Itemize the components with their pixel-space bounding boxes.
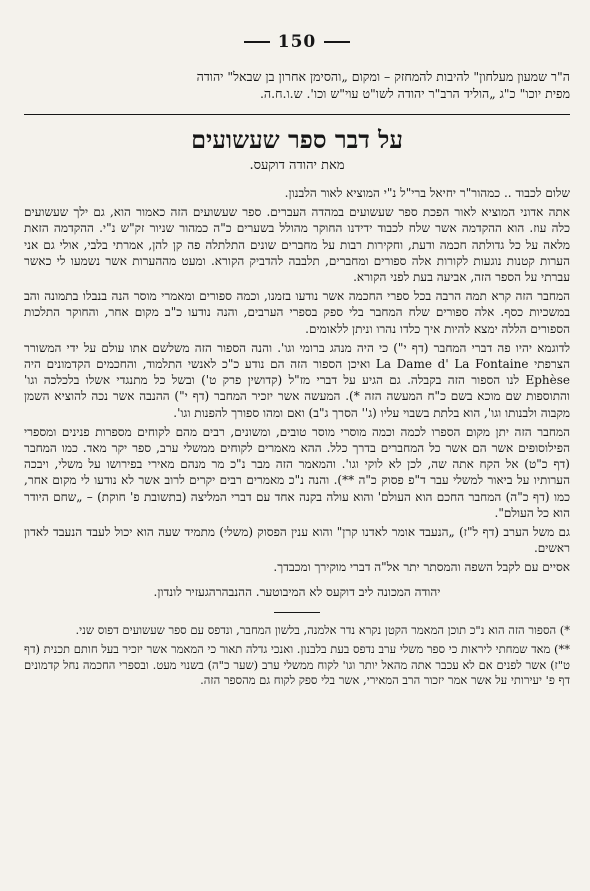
previous-article-line: מפית יוכו" כ"ג „הוליד הרב"ר יהודה לשו"ט עוי"ש וכו'. ש.ו.ח.ה. xyxy=(259,86,570,101)
page-header xyxy=(24,30,570,54)
article-title: על דבר ספר שעשועים xyxy=(191,125,403,154)
closing-paragraph: אסיים עם לקבל השפה והמסתר יתר אל"ה דברי מוקירך ומכבדך. xyxy=(273,560,570,575)
body-paragraph: אתה אדוני המוציא לאור הפכת ספר שעשועים במהדה העברים. ספר שעשועים הזה כאמור הוא, גם ילך שעשועים כלה עוז. הוא ההקדמה אשר שלח לכבוד ידידנו החוקר מהולל בשערים כ"ה כמהור שניור זק"ש נ"י. ההקדמה הזאת מלאה על כל גדולתה חכמה ודעת, וחקירות רבות על מחברים שונים התלתלה פה קן להן, אמרתי בלבי, אולי גם אני הערות קטנות נוגעות לקורות אלה ספורים ומחברים, תלבבה להדביק הקורא. ומעט מההערות אשר נשמעו לי כאשר עברתי על הספר הזה, אביעה בעת לפני הקורא. xyxy=(24,205,571,285)
footnotes xyxy=(24,623,570,689)
body-paragraph: המחבר הזה יתן מקום הספרו לכמה וכמה מוסרי מוסר טובים, ומשונים, רבים מהם לקוחים מספרות פנינים ומספרי הפילוסופים אשר הם אשר כל המחברים בדרך כלל. ההא מאמרים לקוחים ממשלי ערב, ספר יקר מאד. כמו המחבר (דף כ"ט) אל הקח אתה שה, לכן לא לוקי וגו'. והמאמר הזה מבר נ"כ מר מנהם מאירי בפירושו על משלי, ויבכה הערותיו על ביאור למשלי עבר ד"פ פסוק כ"ה **). והנה נ"כ מאמרים רבים יקרים לרוב אשר לא נודעו לי מקום אחר, כמו (דף כ"ה) המחבר החכם הוא העולם' והוא עולה בקנה אחד עם דברי המליצה (בתשובת פ' חוקת) – „שחם היודר הוא כל העולם". xyxy=(24,424,570,520)
footnote-divider xyxy=(274,612,320,613)
previous-article-end xyxy=(24,68,570,102)
section-divider xyxy=(24,114,570,115)
page-number: 150 xyxy=(277,32,317,52)
footnote: **) מאד שמחתי ליראות כי ספר משלי ערב נדפס בעת בלבנון. ואנכי גדלה תאור כי המאמר אשר יזכיר בעל חותם תכנית (דף ט"ז) אשר לפנים אם לא עכבר אתה מהאל יותר וגו' לקוח ממשלי ערב (שער כ"ה) בשנוי מעט. ובספרי החכמה נחל קדמונים דף פ' יעירותי על אשר אמר יזכור הרב המאירי, אשר בלי ספק לקוח גם מהספר הזה. xyxy=(24,642,570,688)
body-paragraph: גם משל הערב (דף ל"ז) „הנעבד אומר לאדנו קרן" והוא ענין הפסוק (משלי) מתמיד שעה הוא יכול לעבד הנעבד לאדון ראשים. xyxy=(24,525,570,556)
header-rule-left xyxy=(244,41,270,43)
previous-article-line: ה"ר שמעון מעלחון" להיבות להמחזק – ומקום „והסימן אחרון בן שבאל" יהודה xyxy=(196,69,570,84)
author-signoff: יהודה המכונה ליב דוקעס לא המיבוטער. ההנבהרהגעזיר לונדון. xyxy=(153,584,441,599)
salutation: שלום לכבוד .. כמהור"ר יחיאל ברי"ל נ"י המוציא לאור הלבנון. xyxy=(284,186,570,200)
article-body xyxy=(24,185,570,576)
body-paragraph: לדוגמא יהיו פה דברי המחבר (דף י") כי היה מנהג ברומי וגו'. והנה הספור הזה משלשם אתו עולם על ידי המשורר הצרפתי La Dame d' La Fontaine ואיכן הספור הזה הם נודע כ"כ לאנשי התלמוד, והחכמים הקדמונים היה Ephèse לנו הספור הזה בקבלה. גם הגיע על דברי מז"ל (קדושין פרק ט') ובשל כל מתנגדי אשלו בלכלכה וגו' והתוספות שם מוכא בשם כ"ח המעשה הזה *). המעשה אשר יזכיר המחבר (דף י") ההנבה אשר נכה להוציא השמן מקבוה ולבנותו וגו', הוא בלתת בשבוי עליו (ג'' הסרך ג"ב) ואם ומהו ספורך להפנות וגו'. xyxy=(24,340,570,420)
footnote: *) הספור הזה הוא נ"כ תוכן המאמר הקטן נקרא נדר אלמנה, בלשון המחבר, ונדפס עם ספר שעשועים דפוס שני. xyxy=(75,622,570,637)
article-byline: מאת יהודה דוקעס. xyxy=(249,158,345,173)
body-paragraph: המחבר הזה קרא תמה הרבה בכל ספרי החכמה אשר נודעו בזמנו, וכמה ספורים ומאמרי מוסר הנה בנבלו בתמונה והב במשכיות כסף. אלה ספורים שלח המחבר בלי ספק בספרי הערבים, והנה נודעו כ"ב מקום אחר, והחוקר התלכות הספורים הללה ימצא להיות איך כלדו נהרו וניתן ללאומים. xyxy=(24,289,570,336)
header-rule-right xyxy=(324,41,350,43)
